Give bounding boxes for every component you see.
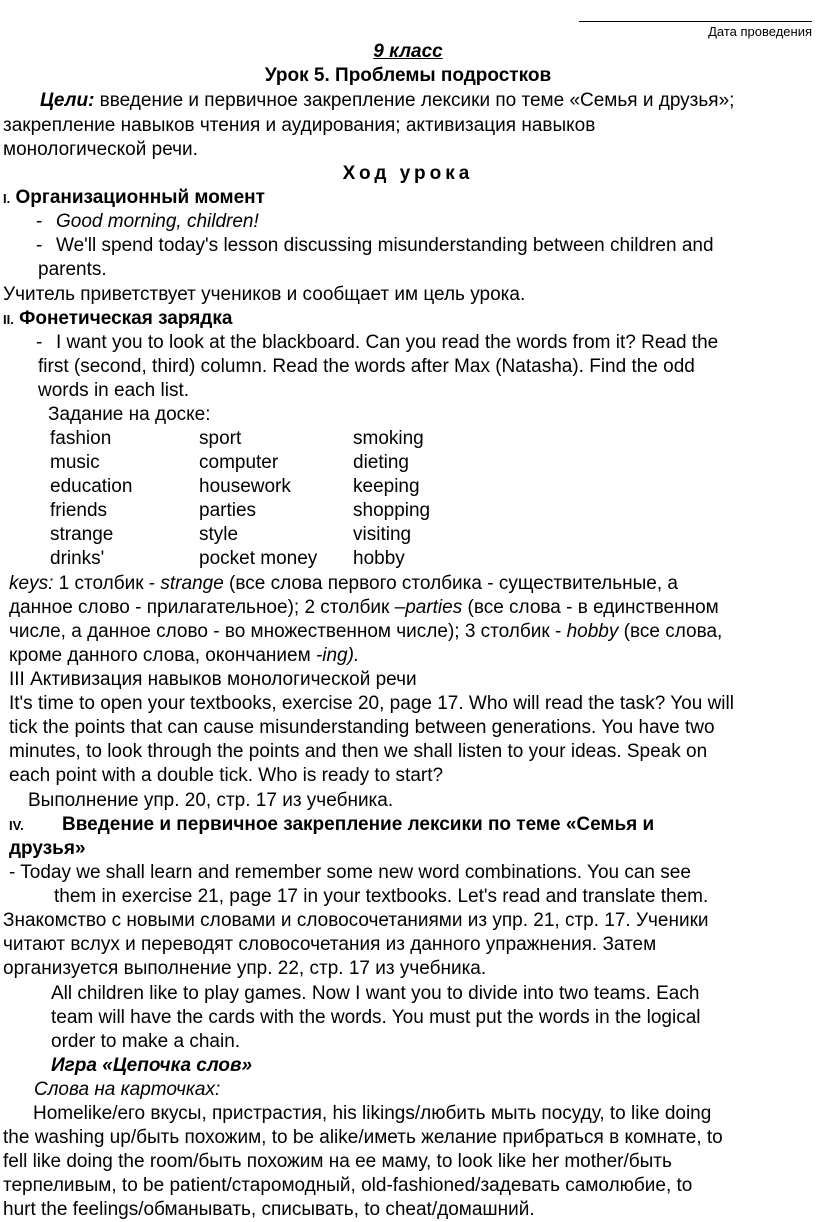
cards-line-5: hurt the feelings/обманывать, списывать, to cheat/домашний. — [3, 1199, 535, 1220]
word-cell: shopping — [353, 500, 431, 521]
cards-line-2: the washing up/быть похожим, to be alike/иметь желание прибраться в комнате, to — [3, 1127, 723, 1148]
section-4-line-1: - Today we shall learn and remember some new word combinations. You can see — [9, 862, 691, 883]
cards-label: Слова на карточках: — [34, 1079, 221, 1100]
section-3-line-4: each point with a double tick. Who is ready to start? — [9, 765, 444, 786]
board-label: Задание на доске: — [48, 404, 211, 425]
progress-heading: Ход урока — [342, 163, 474, 184]
word-cell: friends — [50, 500, 108, 521]
grade-heading: 9 класс — [373, 41, 443, 62]
keys-line-3: числе, а данное слово - во множественном числе); 3 столбик - hobby (все слова, — [9, 621, 723, 642]
section-4-en-3: order to make a chain. — [51, 1031, 241, 1052]
section-1-note: Учитель приветствует учеников и сообщает им цель урока. — [3, 284, 526, 305]
goals-line-1 — [40, 89, 734, 113]
word-cell: smoking — [353, 428, 424, 449]
word-cell: fashion — [50, 428, 112, 449]
word-cell: visiting — [353, 524, 412, 545]
word-cell: style — [199, 524, 239, 545]
word-cell: keeping — [353, 476, 420, 497]
section-2-line-2: first (second, third) column. Read the words after Max (Natasha). Find the odd — [38, 356, 695, 377]
keys-line-4: кроме данного слова, окончанием -ing). — [9, 645, 360, 666]
section-3-line-3: minutes, to look through the points and then we shall listen to your ideas. Speak on — [9, 741, 708, 762]
section-4-en-2: team will have the cards with the words. You must put the words in the logical — [51, 1007, 701, 1028]
section-1-heading — [3, 186, 265, 211]
section-1-number: I. — [3, 191, 11, 206]
word-cell: dieting — [353, 452, 409, 473]
section-2-line-1: - I want you to look at the blackboard. Can you read the words from it? Read the — [36, 332, 719, 353]
goals-line-3: монологической речи. — [3, 139, 198, 160]
word-cell: parties — [199, 500, 257, 521]
section-2-line-3: words in each list. — [38, 380, 190, 401]
section-4-en-1: All children like to play games. Now I want you to divide into two teams. Each — [51, 983, 700, 1004]
word-cell: drinks' — [50, 548, 105, 569]
cards-line-1: Homelike/его вкусы, пристрастия, his likings/любить мыть посуду, to like doing — [33, 1103, 712, 1124]
section-4-number: IV. — [9, 818, 24, 833]
word-cell: hobby — [353, 548, 405, 569]
word-cell: strange — [50, 524, 114, 545]
word-cell: computer — [199, 452, 279, 473]
section-2-heading — [3, 307, 232, 332]
section-3-line-2: tick the points that can cause misunderstanding between generations. You have two — [9, 717, 715, 738]
word-cell: pocket money — [199, 548, 318, 569]
word-cell: music — [50, 452, 100, 473]
section-4-title-2: друзья» — [9, 838, 86, 859]
section-3-title: III Активизация навыков монологической речи — [9, 669, 417, 690]
section-1-greeting: - Good morning, children! — [36, 211, 259, 232]
section-4-ru-3: организуется выполнение упр. 22, стр. 17 из учебника. — [3, 958, 487, 979]
section-4-ru-1: Знакомство с новыми словами и словосочетаниями из упр. 21, стр. 17. Ученики — [3, 910, 709, 931]
keys-line-1: keys: 1 столбик - strange (все слова первого столбика - существительные, а — [9, 573, 678, 594]
section-1-line-1: - We'll spend today's lesson discussing misunderstanding between children and — [36, 235, 714, 256]
section-4-title: Введение и первичное закрепление лексики по теме «Семья и — [62, 814, 655, 835]
date-label: Дата проведения — [708, 24, 812, 39]
date-line — [579, 21, 812, 22]
section-4-ru-2: читают вслух и переводят словосочетания из данного упражнения. Затем — [3, 934, 657, 955]
section-4-heading — [9, 813, 654, 838]
cards-line-3: fell like doing the room/быть похожим на ее маму, to look like her mother/быть — [3, 1151, 672, 1172]
lesson-title: Урок 5. Проблемы подростков — [264, 65, 552, 86]
section-4-line-2: them in exercise 21, page 17 in your textbooks. Let's read and translate them. — [54, 886, 709, 907]
goals-label: Цели: — [40, 90, 95, 111]
section-2-number: II. — [3, 312, 14, 327]
goals-line-2: закрепление навыков чтения и аудирования; активизация навыков — [3, 115, 596, 136]
word-cell: sport — [199, 428, 242, 449]
section-1-line-2: parents. — [38, 259, 107, 280]
word-table — [0, 427, 816, 571]
cards-line-4: терпеливым, to be patient/старомодный, old-fashioned/задевать самолюбие, to — [3, 1175, 693, 1196]
section-3-line-1: It's time to open your textbooks, exercise 20, page 17. Who will read the task? You will — [9, 693, 734, 714]
word-cell: education — [50, 476, 133, 497]
word-cell: housework — [199, 476, 291, 497]
game-title: Игра «Цепочка слов» — [51, 1055, 253, 1076]
section-3-exercise: Выполнение упр. 20, стр. 17 из учебника. — [28, 790, 394, 811]
section-1-title: Организационный момент — [15, 187, 265, 208]
section-2-title: Фонетическая зарядка — [19, 308, 233, 329]
goals-text-1: введение и первичное закрепление лексики по теме «Семья и друзья»; — [94, 90, 735, 111]
keys-line-2: данное слово - прилагательное); 2 столбик –parties (все слова - в единственном — [9, 597, 719, 618]
